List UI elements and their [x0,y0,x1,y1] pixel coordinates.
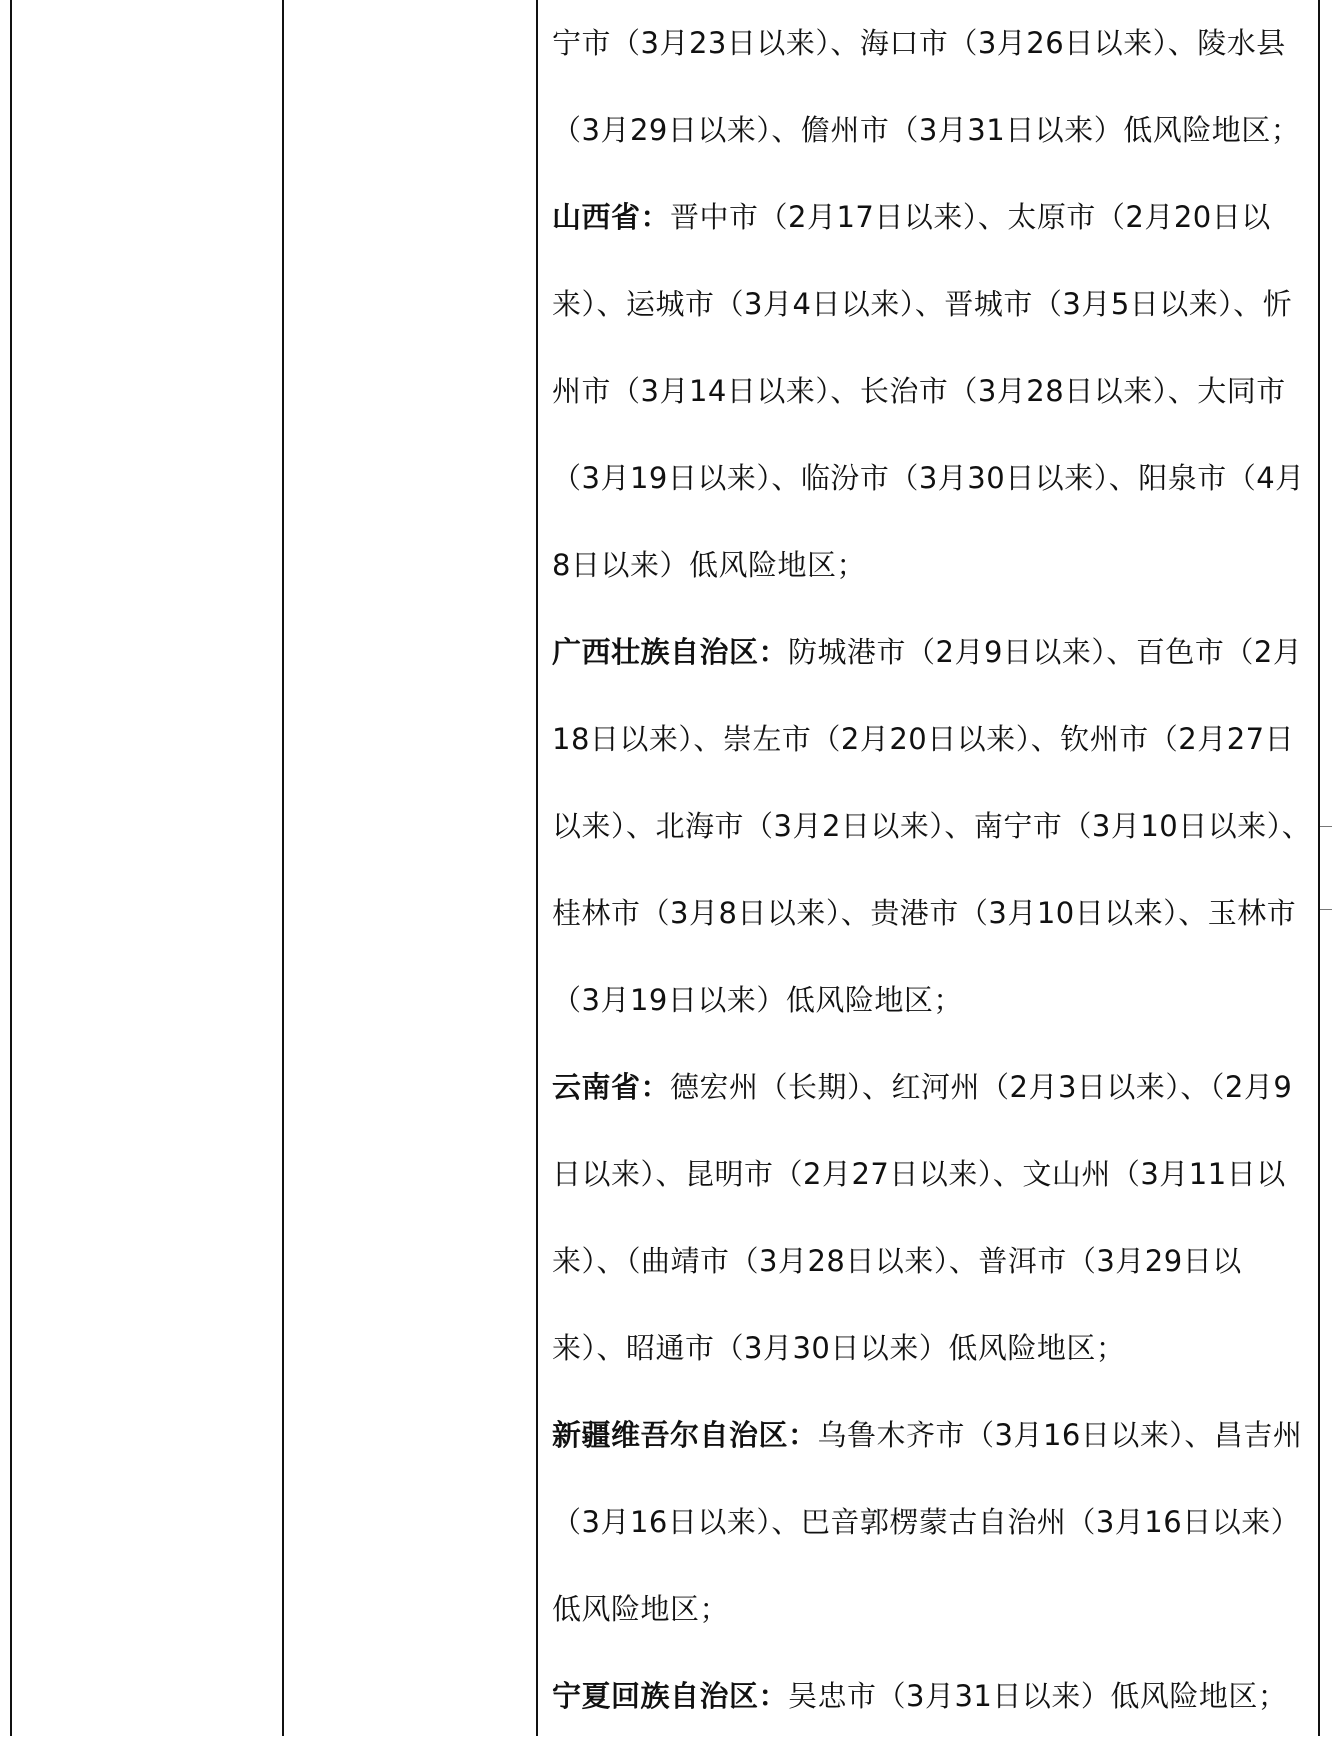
region-paragraph-shanxi [552,174,1312,609]
province-label: 广西壮族自治区： [552,635,789,669]
region-text: 宁市（3月23日以来）、海口市（3月26日以来）、陵水县（3月29日以来）、儋州市（3月31日以来）低风险地区； [552,26,1301,147]
province-label: 山西省： [552,200,671,234]
region-paragraph-guangxi [552,609,1312,1044]
page-edge-marker [1320,826,1332,827]
region-paragraph-yunnan [552,1044,1312,1392]
region-text: 吴忠市（3月31日以来）低风险地区； [788,1679,1288,1713]
table-border-right [1318,0,1320,1736]
region-text: 晋中市（2月17日以来）、太原市（2月20日以来）、运城市（3月4日以来）、晋城市（3月5日以来）、忻州市（3月14日以来）、长治市（3月28日以来）、大同市（3月19日以来）、临汾市（3月30日以来）、阳泉市（4月8日以来）低风险地区； [552,200,1305,582]
region-text: 防城港市（2月9日以来）、百色市（2月18日以来）、崇左市（2月20日以来）、钦州市（2月27日以来）、北海市（3月2日以来）、南宁市（3月10日以来）、桂林市（3月8日以来）、贵港市（3月10日以来）、玉林市（3月19日以来）低风险地区； [552,635,1312,1017]
region-paragraph-xinjiang [552,1392,1312,1653]
region-paragraph-ningxia [552,1653,1312,1740]
table-border-left [10,0,12,1736]
province-label: 新疆维吾尔自治区： [552,1418,818,1452]
region-text: 乌鲁木齐市（3月16日以来）、昌吉州（3月16日以来）、巴音郭楞蒙古自治州（3月16日以来）低风险地区； [552,1418,1303,1626]
page-edge-marker [1320,909,1332,910]
province-label: 宁夏回族自治区： [552,1679,789,1713]
region-list-cell [552,0,1312,1740]
table-column-divider-1 [282,0,284,1736]
table-column-divider-2 [536,0,538,1736]
province-label: 云南省： [552,1070,671,1104]
region-paragraph-hainan-continued [552,0,1312,174]
region-text: 德宏州（长期）、红河州（2月3日以来）、（2月9日以来）、昆明市（2月27日以来）、文山州（3月11日以来）、（曲靖市（3月28日以来）、普洱市（3月29日以来）、昭通市（3月30日以来）低风险地区； [552,1070,1293,1365]
